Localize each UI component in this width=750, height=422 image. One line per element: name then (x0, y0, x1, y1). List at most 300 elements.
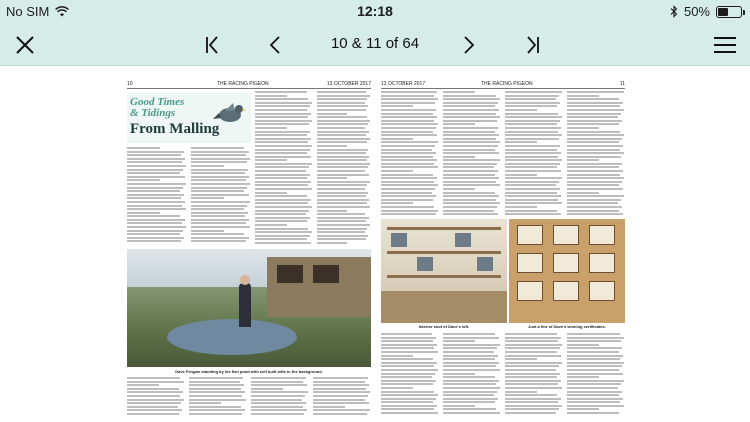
text-line (381, 192, 432, 194)
text-line (191, 169, 248, 171)
text-line (567, 152, 624, 154)
text-line (127, 215, 180, 217)
text-line (567, 98, 619, 100)
text-line (381, 398, 436, 400)
article-column (127, 377, 185, 419)
text-line (505, 365, 559, 367)
text-line (443, 206, 497, 208)
headline-line-3: From Malling (130, 121, 220, 137)
text-line (317, 242, 347, 244)
text-line (127, 413, 179, 415)
text-line (505, 412, 556, 414)
text-line (313, 399, 365, 401)
text-line (505, 145, 560, 147)
text-line (317, 141, 367, 143)
magazine-page-left[interactable] (123, 77, 375, 422)
text-line (567, 170, 623, 172)
text-line (127, 179, 160, 181)
text-line (381, 369, 438, 371)
text-line (505, 337, 561, 339)
text-line (443, 188, 475, 190)
text-line (317, 159, 367, 161)
text-line (127, 237, 184, 239)
text-line (255, 228, 308, 230)
text-line (567, 365, 622, 367)
text-line (567, 177, 624, 179)
text-line (313, 377, 368, 379)
text-line (191, 183, 250, 185)
headline-line-1: Good Times (130, 96, 185, 108)
text-line (505, 383, 558, 385)
text-line (567, 398, 623, 400)
text-line (505, 206, 537, 208)
text-line (255, 217, 310, 219)
text-line (567, 387, 618, 389)
text-line (381, 344, 437, 346)
text-line (381, 166, 438, 168)
article-headline (127, 93, 251, 143)
text-line (381, 116, 437, 118)
battery-fill (718, 8, 728, 16)
text-line (443, 383, 496, 385)
text-line (189, 413, 242, 415)
text-line (443, 127, 498, 129)
text-line (255, 188, 312, 190)
text-line (443, 202, 500, 204)
text-line (255, 163, 312, 165)
text-line (443, 401, 495, 403)
text-line (381, 394, 438, 396)
text-line (317, 109, 366, 111)
text-line (505, 113, 558, 115)
text-line (191, 147, 244, 149)
text-line (567, 210, 619, 212)
previous-page-icon (269, 36, 281, 54)
text-line (567, 109, 624, 111)
text-line (505, 170, 561, 172)
text-line (317, 145, 347, 147)
text-line (567, 188, 623, 190)
text-line (443, 355, 498, 357)
text-line (255, 134, 307, 136)
text-line (127, 183, 186, 185)
text-line (567, 340, 621, 342)
text-line (127, 402, 181, 404)
text-line (443, 145, 498, 147)
text-line (443, 98, 500, 100)
text-line (191, 240, 246, 242)
text-line (255, 159, 287, 161)
text-line (505, 405, 562, 407)
text-line (505, 95, 559, 97)
text-line (567, 116, 618, 118)
text-line (381, 156, 433, 158)
text-line (505, 159, 562, 161)
text-line (255, 131, 310, 133)
text-line (381, 383, 433, 385)
headline-line-2: & Tidings (130, 107, 176, 119)
text-line (127, 165, 186, 167)
text-line (567, 369, 619, 371)
text-line (251, 413, 304, 415)
text-line (381, 365, 434, 367)
text-line (567, 102, 623, 104)
text-line (255, 184, 308, 186)
text-line (567, 166, 619, 168)
text-line (505, 152, 561, 154)
text-line (567, 401, 620, 403)
text-line (255, 174, 310, 176)
photo-caption: Interior shot of Dave's loft. (418, 324, 470, 329)
text-line (127, 219, 185, 221)
text-line (381, 195, 436, 197)
text-line (505, 138, 559, 140)
text-line (443, 408, 496, 410)
text-line (505, 188, 560, 190)
text-line (505, 166, 557, 168)
text-line (443, 373, 475, 375)
text-line (317, 127, 365, 129)
text-line (505, 401, 558, 403)
bluetooth-icon (670, 5, 678, 18)
text-line (381, 337, 436, 339)
text-line (443, 376, 495, 378)
text-line (567, 105, 620, 107)
text-line (505, 394, 557, 396)
text-line (381, 113, 433, 115)
text-line (567, 362, 624, 364)
text-line (255, 138, 311, 140)
menu-icon (713, 36, 737, 54)
text-line (505, 181, 559, 183)
text-line (505, 351, 557, 353)
text-line (255, 149, 310, 151)
text-line (567, 199, 621, 201)
text-line (255, 238, 307, 240)
text-line (567, 127, 599, 129)
text-line (443, 131, 495, 133)
text-line (317, 231, 365, 233)
text-line (381, 210, 438, 212)
reader-toolbar (0, 24, 750, 66)
text-line (381, 351, 438, 353)
text-line (505, 358, 537, 360)
article-column (127, 147, 187, 247)
text-line (443, 138, 496, 140)
text-line (505, 116, 562, 118)
article-column (381, 333, 439, 419)
text-line (317, 217, 369, 219)
first-page-icon (205, 36, 219, 54)
text-line (317, 116, 367, 118)
text-line (505, 333, 557, 335)
magazine-page-right[interactable] (377, 77, 629, 422)
text-line (255, 202, 308, 204)
page-header (127, 81, 371, 89)
text-line (443, 149, 495, 151)
text-line (567, 213, 623, 215)
text-line (127, 190, 180, 192)
publication-name: THE RACING PIGEON (217, 81, 269, 87)
text-line (251, 402, 306, 404)
text-line (567, 337, 624, 339)
page-header (381, 81, 625, 89)
text-line (505, 398, 561, 400)
text-line (505, 120, 560, 122)
text-line (505, 387, 562, 389)
text-line (317, 184, 367, 186)
text-line (443, 184, 500, 186)
text-line (127, 230, 183, 232)
text-line (381, 120, 434, 122)
next-page-button[interactable] (454, 30, 484, 60)
text-line (317, 224, 370, 226)
text-line (505, 380, 561, 382)
text-line (191, 212, 248, 214)
text-line (505, 213, 561, 215)
text-line (567, 202, 618, 204)
text-line (505, 376, 557, 378)
text-line (505, 344, 562, 346)
text-line (127, 212, 160, 214)
text-line (381, 149, 432, 151)
text-line (251, 381, 303, 383)
article-photo-pond[interactable] (127, 249, 371, 367)
text-line (127, 147, 160, 149)
text-line (381, 380, 436, 382)
text-line (567, 373, 623, 375)
text-line (505, 123, 557, 125)
text-line (191, 226, 250, 228)
text-line (567, 141, 619, 143)
text-line (567, 405, 624, 407)
text-line (443, 102, 498, 104)
text-line (127, 194, 184, 196)
previous-page-button[interactable] (260, 30, 290, 60)
text-line (255, 127, 287, 129)
text-line (191, 187, 247, 189)
text-line (313, 409, 370, 411)
text-line (127, 176, 185, 178)
text-line (255, 170, 306, 172)
article-column (189, 377, 247, 419)
text-line (505, 134, 562, 136)
text-line (443, 387, 500, 389)
text-line (191, 158, 250, 160)
text-line (505, 391, 537, 393)
text-line (381, 405, 437, 407)
text-line (443, 163, 497, 165)
battery-percent: 50% (683, 4, 710, 19)
text-line (505, 355, 561, 357)
text-line (255, 235, 310, 237)
text-line (255, 192, 287, 194)
text-line (313, 381, 365, 383)
text-line (251, 399, 302, 401)
text-line (317, 102, 365, 104)
last-page-button[interactable] (518, 30, 548, 60)
text-line (381, 206, 434, 208)
text-line (443, 369, 500, 371)
text-line (255, 91, 307, 93)
text-line (505, 340, 558, 342)
text-line (255, 105, 310, 107)
text-line (381, 412, 438, 414)
text-line (317, 210, 347, 212)
text-line (189, 391, 245, 393)
text-line (127, 222, 182, 224)
text-line (127, 197, 181, 199)
text-line (567, 391, 622, 393)
text-line (127, 381, 184, 383)
text-line (251, 388, 283, 390)
text-line (127, 205, 182, 207)
text-line (567, 134, 624, 136)
text-line (567, 113, 621, 115)
text-line (443, 380, 499, 382)
page-number: 11 (619, 81, 625, 87)
text-line (381, 95, 434, 97)
text-line (443, 174, 495, 176)
text-line (255, 116, 308, 118)
text-line (381, 401, 433, 403)
text-line (255, 231, 312, 233)
text-line (381, 202, 413, 204)
clock: 12:18 (357, 3, 393, 19)
text-line (381, 98, 438, 100)
text-line (443, 394, 494, 396)
text-line (505, 156, 558, 158)
text-line (567, 184, 619, 186)
text-line (381, 91, 437, 93)
text-line (567, 120, 622, 122)
text-line (443, 159, 500, 161)
text-line (191, 179, 246, 181)
text-line (127, 395, 180, 397)
text-line (127, 154, 181, 156)
magazine-viewer[interactable] (0, 67, 750, 422)
text-line (255, 242, 311, 244)
text-line (381, 109, 436, 111)
text-line (251, 409, 307, 411)
text-line (567, 351, 619, 353)
first-page-button[interactable] (197, 30, 227, 60)
text-line (505, 195, 561, 197)
text-line (381, 177, 437, 179)
text-line (189, 399, 246, 401)
text-line (443, 412, 500, 414)
text-line (505, 109, 537, 111)
text-line (443, 123, 475, 125)
text-line (189, 388, 241, 390)
text-line (317, 206, 370, 208)
text-line (317, 166, 368, 168)
text-line (567, 412, 619, 414)
text-line (191, 151, 249, 153)
photo-caption: Dave Fengan standing by his fish pond with self built lofts in the background. (175, 369, 323, 374)
text-line (127, 377, 180, 379)
text-line (317, 195, 366, 197)
text-line (191, 201, 250, 203)
article-column (443, 91, 501, 217)
text-line (505, 98, 556, 100)
text-line (567, 195, 624, 197)
text-line (317, 91, 366, 93)
close-icon (15, 35, 35, 55)
text-line (255, 113, 311, 115)
text-line (127, 399, 184, 401)
article-photo-certificates[interactable] (509, 219, 625, 323)
text-line (189, 377, 243, 379)
text-line (189, 395, 242, 397)
text-line (505, 149, 557, 151)
menu-button[interactable] (710, 30, 740, 60)
text-line (191, 161, 247, 163)
text-line (313, 391, 370, 393)
text-line (191, 208, 244, 210)
text-line (317, 170, 365, 172)
text-line (381, 199, 433, 201)
text-line (567, 138, 622, 140)
text-line (255, 210, 309, 212)
next-page-icon (463, 36, 475, 54)
text-line (191, 154, 246, 156)
text-line (251, 384, 307, 386)
text-line (443, 405, 475, 407)
text-line (381, 373, 435, 375)
text-line (127, 158, 185, 160)
text-line (443, 170, 498, 172)
close-button[interactable] (10, 30, 40, 60)
text-line (443, 166, 494, 168)
text-line (381, 170, 413, 172)
text-line (505, 369, 556, 371)
article-column (381, 91, 439, 217)
text-line (381, 340, 433, 342)
text-line (381, 174, 433, 176)
article-column (505, 333, 563, 419)
text-line (381, 213, 436, 215)
article-column (191, 147, 251, 247)
text-line (317, 174, 369, 176)
text-line (255, 102, 312, 104)
text-line (381, 145, 435, 147)
text-line (567, 145, 623, 147)
text-line (443, 365, 496, 367)
text-line (381, 358, 433, 360)
text-line (313, 388, 366, 390)
text-line (505, 127, 561, 129)
text-line (317, 152, 366, 154)
text-line (317, 95, 370, 97)
article-photo-loft-interior[interactable] (381, 219, 507, 323)
text-line (381, 181, 434, 183)
text-line (505, 174, 537, 176)
text-line (443, 351, 494, 353)
text-line (317, 113, 347, 115)
text-line (443, 113, 496, 115)
text-line (381, 138, 413, 140)
text-line (317, 238, 366, 240)
text-line (127, 201, 185, 203)
text-line (505, 192, 557, 194)
text-line (127, 172, 180, 174)
text-line (127, 409, 182, 411)
text-line (317, 228, 367, 230)
text-line (381, 141, 438, 143)
publication-name: THE RACING PIGEON (481, 81, 533, 87)
text-line (255, 145, 312, 147)
